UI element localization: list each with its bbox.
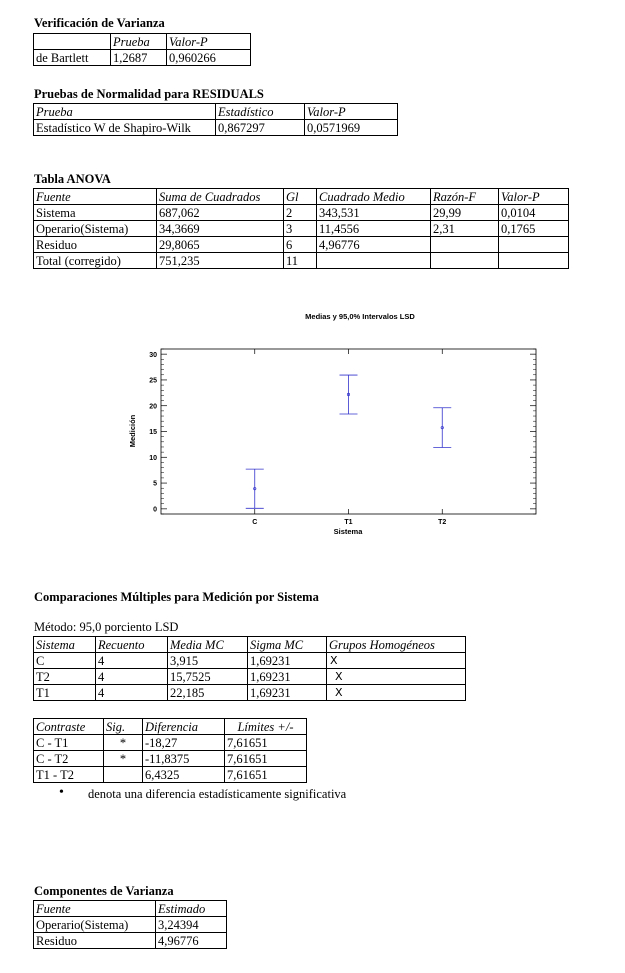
- y-tick-label: 20: [149, 403, 157, 411]
- table-cell: 687,062: [157, 205, 284, 221]
- axis-ticks: [161, 349, 536, 514]
- lsd-interval-chart: [110, 305, 550, 540]
- table-header-cell: Contraste: [34, 719, 104, 735]
- table-cell: 1,69231: [248, 653, 327, 669]
- table-cell: 0,960266: [167, 50, 251, 66]
- table-header-cell: Recuento: [96, 637, 168, 653]
- table-cell: Residuo: [34, 933, 156, 949]
- table-row: [34, 120, 398, 136]
- table-header-cell: Fuente: [34, 189, 157, 205]
- variance-components-title: Componentes de Varianza: [34, 884, 174, 898]
- table-header-row: [34, 34, 251, 50]
- table-header-cell: Fuente: [34, 901, 156, 917]
- table-cell: [104, 767, 143, 783]
- homogeneous-group-cell: X: [327, 653, 466, 669]
- table-header-row: [34, 189, 569, 205]
- table-cell: 0,867297: [216, 120, 305, 136]
- table-cell: 4,96776: [317, 237, 431, 253]
- table-cell: 6: [284, 237, 317, 253]
- y-tick-label: 30: [149, 351, 157, 359]
- table-row: [34, 685, 466, 701]
- contrasts-table: [33, 718, 307, 783]
- table-cell: 7,61651: [225, 735, 307, 751]
- table-header-cell: [34, 34, 111, 50]
- table-cell: 0,0104: [499, 205, 569, 221]
- table-cell: T1: [34, 685, 96, 701]
- table-header-cell: Suma de Cuadrados: [157, 189, 284, 205]
- table-row: [34, 751, 307, 767]
- table-cell: 6,4325: [143, 767, 225, 783]
- table-cell: 1,69231: [248, 685, 327, 701]
- table-row: [34, 205, 569, 221]
- table-row: [34, 253, 569, 269]
- table-cell: Sistema: [34, 205, 157, 221]
- table-header-row: [34, 104, 398, 120]
- table-cell: C: [34, 653, 96, 669]
- table-cell: T2: [34, 669, 96, 685]
- table-cell: 3,915: [168, 653, 248, 669]
- table-cell: Operario(Sistema): [34, 917, 156, 933]
- table-cell: *: [104, 751, 143, 767]
- homogeneous-group-cell: X: [327, 669, 466, 685]
- comparisons-title: Comparaciones Múltiples para Medición por Sistema: [34, 590, 319, 604]
- plot-frame: [161, 349, 536, 514]
- table-cell: 22,185: [168, 685, 248, 701]
- table-header-cell: Diferencia: [143, 719, 225, 735]
- table-row: [34, 735, 307, 751]
- table-cell: 751,235: [157, 253, 284, 269]
- table-cell: *: [104, 735, 143, 751]
- y-tick-label: 5: [153, 480, 157, 488]
- table-header-cell: Grupos Homogéneos: [327, 637, 466, 653]
- table-cell: 29,8065: [157, 237, 284, 253]
- homogeneous-group-cell: X: [327, 685, 466, 701]
- table-row: [34, 653, 466, 669]
- x-axis-label: Sistema: [333, 527, 363, 536]
- table-cell: 0,1765: [499, 221, 569, 237]
- table-header-cell: Gl: [284, 189, 317, 205]
- chart-title: Medias y 95,0% Intervalos LSD: [305, 312, 415, 321]
- table-cell: 1,2687: [111, 50, 167, 66]
- table-cell: Operario(Sistema): [34, 221, 157, 237]
- y-axis-label: Medición: [128, 414, 137, 448]
- table-cell: 34,3669: [157, 221, 284, 237]
- comparisons-method: Método: 95,0 porciento LSD: [34, 620, 179, 634]
- table-header-cell: Límites +/-: [225, 719, 307, 735]
- footnote-bullet: •: [59, 785, 64, 800]
- table-header-cell: Prueba: [34, 104, 216, 120]
- bartlett-table: [33, 33, 251, 66]
- table-cell: [431, 237, 499, 253]
- table-row: [34, 237, 569, 253]
- anova-table: [33, 188, 569, 269]
- table-header-cell: Sigma MC: [248, 637, 327, 653]
- chart-marks: [246, 375, 452, 508]
- table-cell: Total (corregido): [34, 253, 157, 269]
- table-cell: -18,27: [143, 735, 225, 751]
- x-tick-label: T2: [438, 519, 447, 526]
- table-header-row: [34, 719, 307, 735]
- table-cell: C - T2: [34, 751, 104, 767]
- y-tick-label: 10: [149, 454, 157, 462]
- anova-title: Tabla ANOVA: [34, 172, 111, 186]
- table-header-cell: Sistema: [34, 637, 96, 653]
- x-tick-label: C: [252, 519, 258, 526]
- table-header-cell: Prueba: [111, 34, 167, 50]
- table-cell: 11,4556: [317, 221, 431, 237]
- table-cell: [317, 253, 431, 269]
- table-cell: T1 - T2: [34, 767, 104, 783]
- table-row: [34, 767, 307, 783]
- table-header-cell: Valor-P: [305, 104, 398, 120]
- table-header-row: [34, 901, 227, 917]
- table-row: [34, 50, 251, 66]
- table-header-cell: Estimado: [156, 901, 227, 917]
- table-cell: 15,7525: [168, 669, 248, 685]
- table-header-cell: Sig.: [104, 719, 143, 735]
- normality-table: [33, 103, 398, 136]
- table-header-cell: Valor-P: [167, 34, 251, 50]
- significance-footnote: denota una diferencia estadísticamente significativa: [88, 787, 347, 801]
- table-cell: 2,31: [431, 221, 499, 237]
- table-cell: 4: [96, 685, 168, 701]
- table-header-cell: Media MC: [168, 637, 248, 653]
- variance-components-table: [33, 900, 227, 949]
- table-cell: Estadístico W de Shapiro-Wilk: [34, 120, 216, 136]
- table-header-cell: Cuadrado Medio: [317, 189, 431, 205]
- table-cell: 3: [284, 221, 317, 237]
- table-cell: 2: [284, 205, 317, 221]
- table-cell: 4,96776: [156, 933, 227, 949]
- y-tick-label: 25: [149, 377, 157, 385]
- table-cell: 7,61651: [225, 751, 307, 767]
- table-header-cell: Valor-P: [499, 189, 569, 205]
- table-cell: 11: [284, 253, 317, 269]
- table-cell: 7,61651: [225, 767, 307, 783]
- table-cell: 3,24394: [156, 917, 227, 933]
- table-cell: 1,69231: [248, 669, 327, 685]
- y-tick-label: 0: [153, 506, 157, 514]
- table-cell: 4: [96, 669, 168, 685]
- y-tick-labels: [149, 352, 157, 514]
- table-header-cell: Razón-F: [431, 189, 499, 205]
- table-cell: [431, 253, 499, 269]
- comparisons-table: [33, 636, 466, 701]
- table-cell: de Bartlett: [34, 50, 111, 66]
- table-header-row: [34, 637, 466, 653]
- x-tick-label: T1: [344, 519, 353, 526]
- table-cell: C - T1: [34, 735, 104, 751]
- table-cell: [499, 237, 569, 253]
- table-row: [34, 669, 466, 685]
- x-tick-labels: [252, 519, 446, 526]
- table-row: [34, 917, 227, 933]
- table-cell: Residuo: [34, 237, 157, 253]
- table-header-cell: Estadístico: [216, 104, 305, 120]
- y-tick-label: 15: [149, 429, 157, 437]
- table-cell: [499, 253, 569, 269]
- bartlett-title: Verificación de Varianza: [34, 16, 165, 30]
- table-cell: 29,99: [431, 205, 499, 221]
- normality-title: Pruebas de Normalidad para RESIDUALS: [34, 87, 264, 101]
- table-row: [34, 221, 569, 237]
- table-cell: 4: [96, 653, 168, 669]
- table-row: [34, 933, 227, 949]
- table-cell: -11,8375: [143, 751, 225, 767]
- table-cell: 0,0571969: [305, 120, 398, 136]
- table-cell: 343,531: [317, 205, 431, 221]
